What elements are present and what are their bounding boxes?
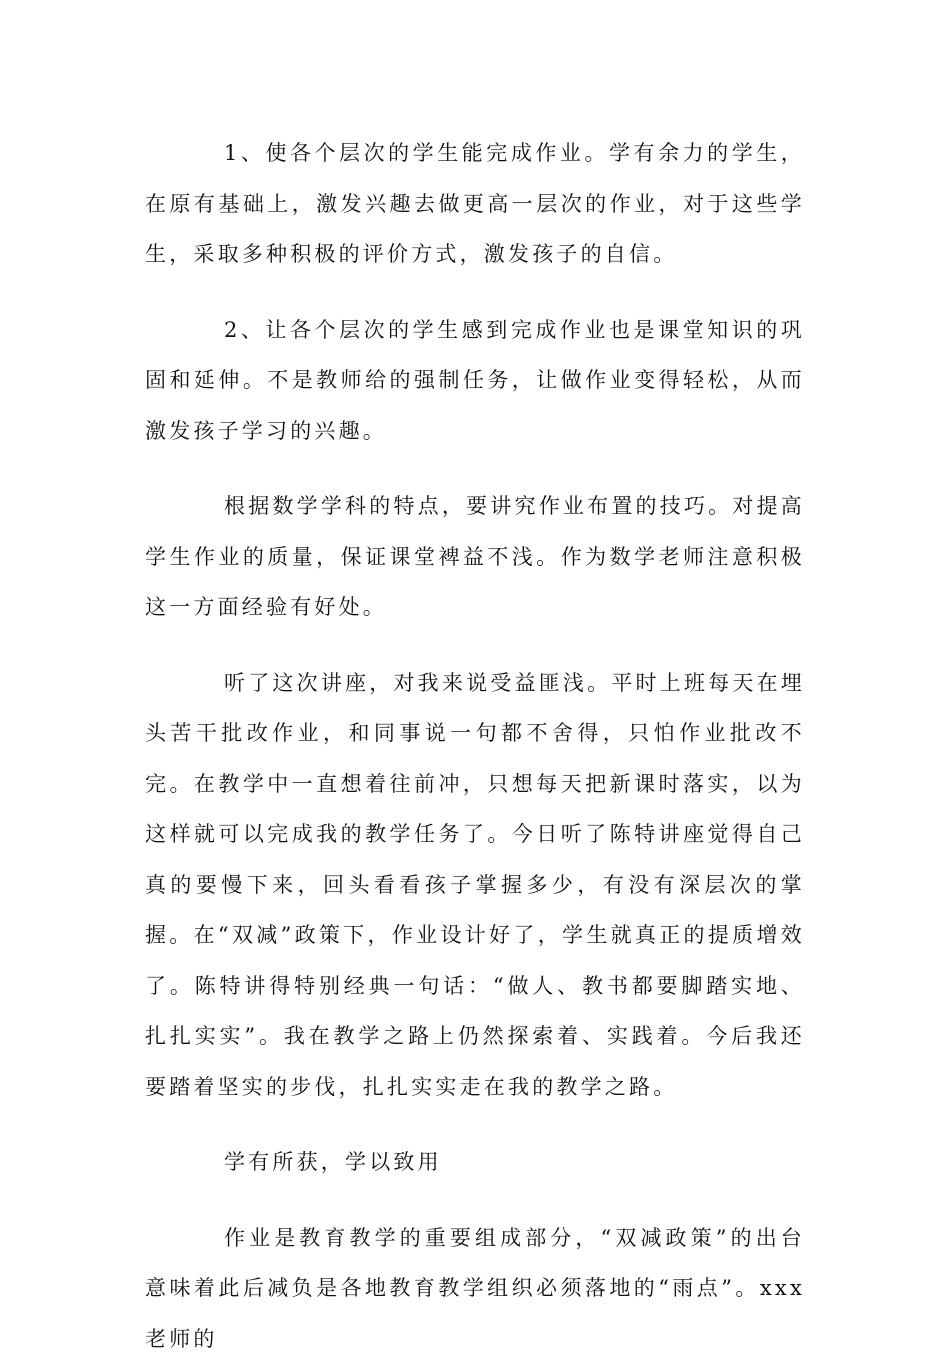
paragraph-1: 1、使各个层次的学生能完成作业。学有余力的学生，在原有基础上，激发兴趣去做更高一层次的作业，对于这些学生，采取多种积极的评价方式，激发孩子的自信。 [145, 128, 805, 280]
section-heading: 学有所获，学以致用 [145, 1137, 805, 1188]
paragraph-3: 根据数学学科的特点，要讲究作业布置的技巧。对提高学生作业的质量，保证课堂裨益不浅。作为数学老师注意积极这一方面经验有好处。 [145, 481, 805, 633]
document-body [145, 128, 805, 1364]
paragraph-4: 听了这次讲座，对我来说受益匪浅。平时上班每天在埋头苦干批改作业，和同事说一句都不舍得，只怕作业批改不完。在教学中一直想着往前冲，只想每天把新课时落实，以为这样就可以完成我的教学任务了。今日听了陈特讲座觉得自己真的要慢下来，回头看看孩子掌握多少，有没有深层次的掌握。在“双减”政策下，作业设计好了，学生就真正的提质增效了。陈特讲得特别经典一句话：“做人、教书都要脚踏实地、扎扎实实”。我在教学之路上仍然探索着、实践着。今后我还要踏着坚实的步伐，扎扎实实走在我的教学之路。 [145, 658, 805, 1113]
paragraph-5: 作业是教育教学的重要组成部分，“双减政策”的出台意味着此后减负是各地教育教学组织必须落地的“雨点”。xxx老师的 [145, 1213, 805, 1364]
paragraph-2: 2、让各个层次的学生感到完成作业也是课堂知识的巩固和延伸。不是教师给的强制任务，让做作业变得轻松，从而激发孩子学习的兴趣。 [145, 305, 805, 457]
